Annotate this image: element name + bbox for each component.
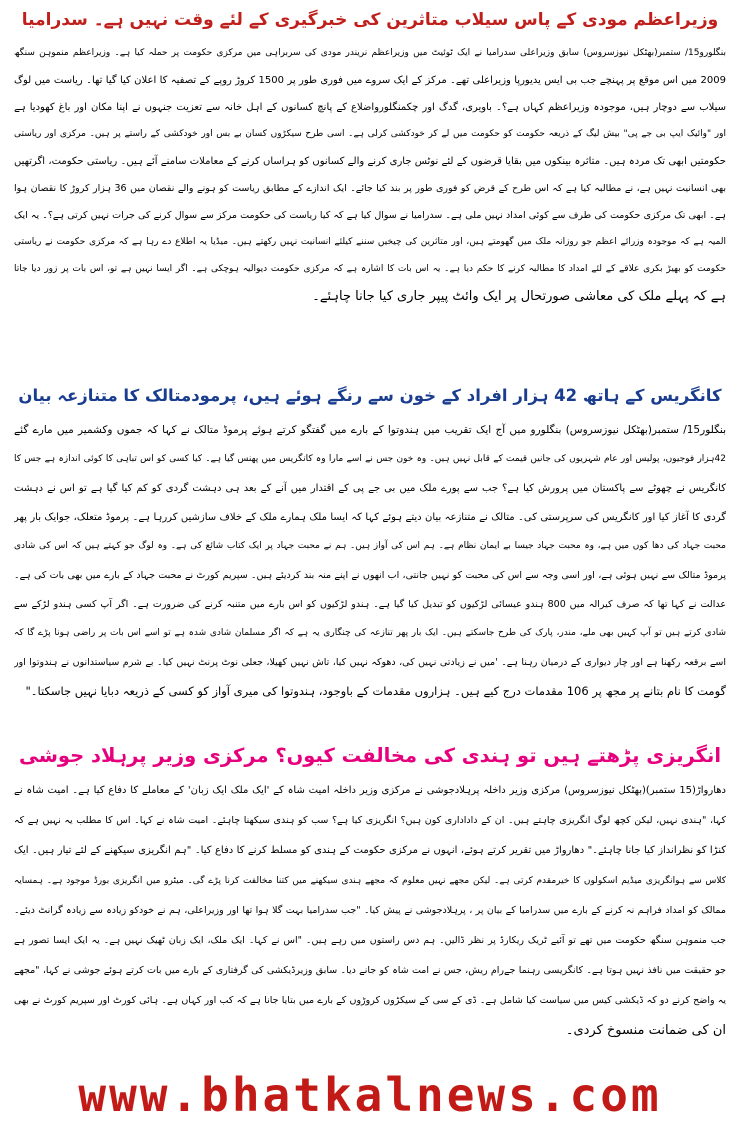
article-3-line: کہا، "ہندی نہیں، لیکن کچھ لوگ انگریزی چاہتے ہیں۔ ان کے داداداری کون ہیں؟ انگریزی کیا ہے؟ سب کو ہندی سیکھنا چاہئے۔ امیت شاہ نے کہا۔ اس کا مطلب یہ نہیں ہے کہ bbox=[14, 815, 726, 826]
article-1-line: سیلاب سے دوچار ہیں، موجودہ وزیراعظم کہاں ہے؟۔ باویری، گدگ اور چکمنگلورواضلاع کے پانچ کسانوں کے اہل خانہ سے تعزیت جنہوں نے اپنا مکان اور باغ کھودیا ہے bbox=[14, 102, 726, 113]
article-pralhad-joshi bbox=[14, 736, 726, 1046]
article-1-body bbox=[14, 40, 726, 310]
article-3-line: یہ واضح کرنے دو کہ ڈیکشی کیس میں سیاست کیا شامل ہے۔ ڈی کے سی کے سیکڑوں کروڑوں کے بارے میں بتایا جانا ہے کہ کب اور کہاں ہے۔ ہائی کورٹ اور سپریم کورٹ نے بھی bbox=[14, 995, 726, 1006]
article-2-line: گومت کا نام بتانے پر مجھ پر 106 مقدمات درج کیے ہیں۔ ہزاروں مقدمات کے باوجود، ہندوتوا کی میری آواز کو کسی کے ذریعہ دبایا نہیں جاسکتا۔" bbox=[25, 684, 726, 698]
headline-3: انگریزی پڑھتے ہیں تو ہندی کی مخالفت کیوں؟ مرکزی وزیر پرہلاد جوشی bbox=[18, 744, 722, 767]
headline-2: کانگریس کے ہاتھ 42 ہزار افراد کے خون سے رنگے ہوئے ہیں، پرمودمتالک کا متنازعہ بیان bbox=[18, 386, 722, 405]
article-3-line: ممالک کو امداد فراہم نہ کرنے کے بارے میں سدرامیا کے بیان پر ، پرہلادجوشی نے پیش کیا۔ "جب سدرامیا بہت گلا ہوا تھا اور وزیراعلی، ہم نے خودکو زیادہ سے زیادہ گرانٹ دیئے۔ bbox=[14, 905, 726, 916]
article-1-line: حکومت کو بھیڑ بکری علاقے کے لئے امداد کا مطالبہ کرنے کا حکم دیا ہے۔ یہ اس بات کا اشارہ ہے کہ مرکزی حکومت دیوالیہ ہوچکی ہے۔ اگر ایسا نہیں ہے تو، اس بات پر زور دیا جاتا bbox=[14, 264, 726, 274]
article-1-line: حکومتیں ابھی تک مردہ ہیں۔ متاثرہ بینکوں میں بقایا قرضوں کے لئے نوٹس جاری کرنے والے کسانوں کو ہراساں کرنے کے معاملات سامنے آئے ہیں۔ ریاستی حکومت، اگرتھیں bbox=[14, 156, 726, 167]
article-1-line: 2009 میں اس موقع پر پہنچے جب بی ایس یدیورپا وزیراعلی تھے۔ مرکز کے ایک سروے میں فوری طور پر 1500 کروڑ روپے کے تصفیہ کا اعلان کیا گیا تھا۔ ریاست میں لوگ bbox=[14, 75, 726, 86]
article-2-line: شادی کرتے ہیں تو آپ کہیں بھی ملے، مندر، پارک کی طرح جاسکتے ہیں۔ ایک بار پھر تنازعہ کی چنگاری یہ ہے کہ اگر مسلمان شادی شدہ ہے تو اسے اس بات پر راضی ہونا پڑے گا کہ bbox=[14, 628, 726, 638]
article-2-line: عدالت نے کہا تھا کہ صرف کیرالہ میں 800 ہندو عیسائی لڑکیوں کو تبدیل کیا گیا ہے۔ ہندو لڑکیوں کو اس بارے میں متنبہ کرنے کی ضرورت ہے۔ اگر آپ کسی ہندو لڑکے سے bbox=[14, 599, 726, 610]
article-1-line: بنگلورو15/ ستمبر(بھٹکل نیوزسروس) سابق وزیراعلی سدرامیا نے ایک ٹوئیٹ میں وزیراعظم نریندر مودی کی سربراہی میں مرکزی حکومت پر حملہ کیا ہے۔ وزیراعظم منموہن سنگھ bbox=[14, 48, 726, 58]
article-1-line: بھی انسانیت نہیں ہے، نے مطالبہ کیا ہے کہ اس طرح کے قرض کو فوری طور پر بند کیا جائے۔ ایک اندازے کے مطابق ریاست کو ہونے والے نقصان میں 36 ہزار کروڑ کا نقصان ہوا bbox=[14, 183, 726, 194]
article-3-line: دھارواڑ(15 ستمبر)(بھٹکل نیوزسروس) مرکزی وزیر داخلہ پرہلادجوشی نے مرکزی وزیر داخلہ امیت شاہ کے 'ایک ملک ایک زبان' کے معاملے کا دفاع کیا ہے۔ امیت شاہ نے bbox=[14, 785, 726, 796]
site-url-banner: www.bhatkalnews.com bbox=[78, 1068, 662, 1122]
article-2-line: محبت جہاد کی دھا کوں میں ہے، وہ محبت جہاد جیسا بے ایمان نظام ہے۔ ہم اس کی آواز ہیں۔ ہم نے محبت جہاد پر ایک کتاب شائع کی ہے۔ وہ لوگ جو کہتے ہیں کہ اس کی شادی bbox=[14, 541, 726, 551]
article-2-line: 42ہزار فوجیوں، پولیس اور عام شہریوں کی جانیں قیمت کے قابل نہیں ہیں۔ وہ خون جس نے اسے مارا وہ کانگریس میں پھنس گیا ہے۔ کیا کسی کو اس تباہی کا کوئی اندازہ ہے جس کا bbox=[14, 454, 726, 464]
article-3-body bbox=[14, 776, 726, 1046]
article-2-line: کانگریس نے چھوٹے سے پاکستان میں پرورش کیا ہے؟ جب سے پورے ملک میں بی جے پی کے اقتدار میں آنے کے بعد ہی دہشت گردی کو کم کیا گیا ہے تو اس نے دہشت bbox=[14, 483, 726, 494]
headline-1: وزیراعظم مودی کے پاس سیلاب متاثرین کی خبرگیری کے لئے وقت نہیں ہے۔ سدرامیا bbox=[21, 10, 719, 30]
article-2-line: اسے برقعہ رکھنا ہے اور چار دیواری کے درمیان رہنا ہے۔ 'میں نے زیادتی نہیں کی، دھوکہ نہیں کیا، تاش نہیں کھیلا، جعلی نوٹ پرنٹ نہیں کیا۔ بے شرم سیاستدانوں نے ہندوتوا اور bbox=[14, 657, 726, 668]
article-sidaramaiah bbox=[14, 0, 726, 310]
article-2-line: پرموڈ متالک سے نہیں ہوئی ہے، اور اسی وجہ سے اس کی محبت کو نہیں جانتی، اب انھوں نے اپنے منہ بند کردیئے ہیں۔ سپریم کورٹ نے محبت جہاد کے بارے میں بھی بات کی ہے۔ bbox=[14, 570, 726, 581]
article-1-line: ہے کہ پہلے ملک کی معاشی صورتحال پر ایک وائٹ پیپر جاری کیا جانا چاہئے۔ bbox=[312, 289, 726, 304]
article-3-line: ان کی ضمانت منسوخ کردی۔ bbox=[565, 1023, 726, 1038]
article-1-line: المیہ ہے کہ موجودہ وزرائے اعظم جو روزانہ ملک میں گھومتے ہیں، اور متاثرین کی چیخیں سننے کیلئے انسانیت نہیں رکھتے ہیں۔ میڈیا یہ اطلاع دے رہا ہے کہ مرکزی حکومت نے ریاستی bbox=[14, 237, 726, 247]
article-muthalik bbox=[14, 376, 726, 706]
article-3-line: جو حقیقت میں نافذ نہیں ہوتا ہے۔ کانگریسی رہنما جےرام ریش، جس نے امت شاہ کو جانے دیا۔ سابق وزیرڈیکشی کی گرفتاری کے بارے میں بات کرتے ہوئے جوشی نے کہا، "مجھے bbox=[14, 965, 726, 976]
article-1-line: اور "وائیک ایپ بی جے پی" بیش لیگ کے ذریعہ حکومت کو حکومت میں لے کر خودکشی کرلی ہے۔ اسی طرح سیکڑوں کسان بے بس اور خودکشی کے راستے پر ہیں۔ مرکزی اور ریاستی bbox=[14, 129, 726, 139]
article-2-body bbox=[14, 416, 726, 706]
article-2-line: گردی کا آغاز کیا اور کانگریس کی سرپرستی کی۔ متالک نے متنازعہ بیان دیتے ہوئے کہا کہ ایسا ملک ہمارے ملک کے خلاف سازشیں کررہا ہے۔ پرموڈ متعلک، جوایک بار پھر bbox=[14, 512, 726, 523]
article-3-line: کلاس سے ہوانگریزی میڈیم اسکولوں کا خیرمقدم کرتی ہے۔ لیکن مجھے نہیں معلوم کہ مجھے ہندی سیکھنے میں کتنا مخالفت کرنا پڑے گی۔ میٹرو میں انگریزی بورڈ موجود ہے۔ ہمسایہ bbox=[14, 876, 726, 886]
article-2-line: بنگلور15/ ستمبر(بھٹکل نیوزسروس) بنگلورو میں آج ایک تقریب میں ہندوتوا کے بارے میں گفتگو کرتے ہوئے پرموڈ متالک نے کہا کہ جموں وکشمیر میں مارے گئے bbox=[14, 424, 726, 436]
article-3-line: جب منموہن سنگھ حکومت میں تھے تو آئیے ٹریک ریکارڈ پر نظر ڈالیں۔ ہم دس راستوں میں رہے ہیں۔ "اس نے کہا۔ ایک ملک، ایک زبان ٹھیک نہیں ہے۔ یہ ایک ایسا تصور ہے bbox=[14, 935, 726, 946]
article-3-line: کنڑا کو نظرانداز کیا جانا چاہئے۔" دھارواڑ میں تقریر کرتے ہوئے، انہوں نے مرکزی حکومت کے ہندی کو مسلط کرنے کا دفاع کیا۔ "ہم انگریزی سیکھنے کے لئے تیار ہیں۔ ایک bbox=[14, 845, 726, 856]
article-1-line: ہے۔ ابھی تک مرکزی حکومت کی طرف سے کوئی امداد نہیں ملی ہے۔ سدرامیا نے سوال کیا ہے کہ کیا ریاست کی حکومت مرکز سے سوال کرنے کی جرات نہیں کرتی ہے؟۔ یہ ایک bbox=[14, 210, 726, 221]
